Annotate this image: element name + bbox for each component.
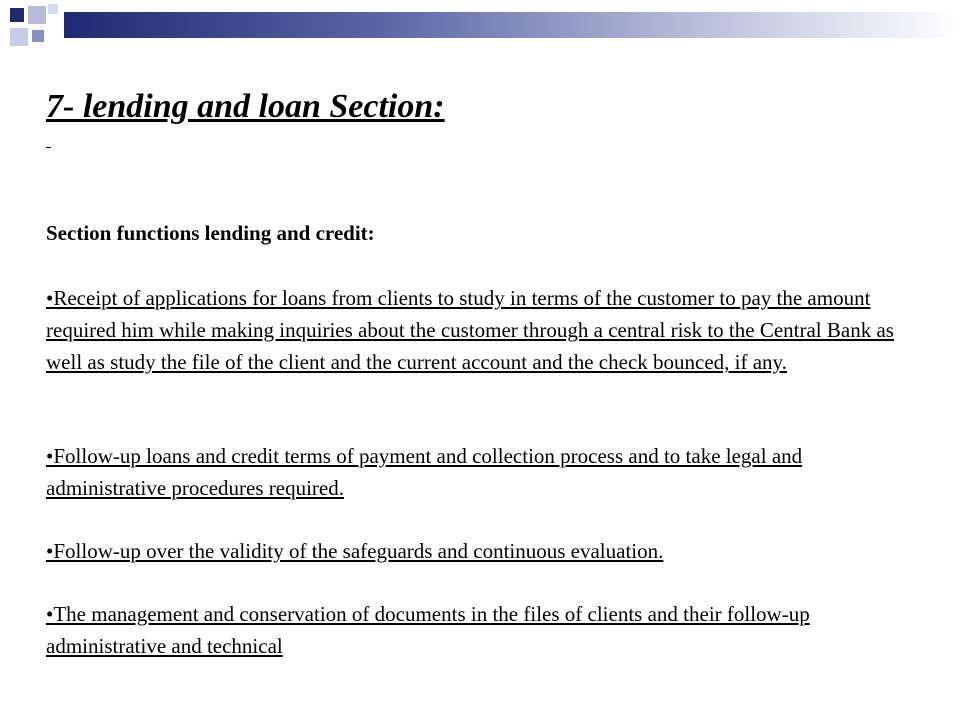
bullet-item [46, 598, 926, 662]
bullet-mark: • [46, 539, 54, 563]
header-decoration [0, 0, 960, 60]
bullet-text: The management and conservation of documents in the files of clients and their follow-up administrative and technical [46, 602, 810, 658]
bullet-mark: • [46, 286, 54, 310]
title-underline-fragment [46, 146, 51, 148]
deco-square-light [28, 6, 46, 24]
bullet-item [46, 282, 926, 378]
deco-square-pale [10, 28, 28, 46]
deco-square-dark [10, 8, 24, 22]
bullet-item [46, 535, 926, 567]
slide-title: 7- lending and loan Section: [46, 88, 445, 125]
deco-square-mid [32, 30, 44, 42]
bullet-mark: • [46, 444, 54, 468]
bullet-mark: • [46, 602, 54, 626]
bullet-text: Follow-up over the validity of the safeguards and continuous evaluation. [53, 539, 664, 563]
bullet-text: Follow-up loans and credit terms of payment and collection process and to take legal and administrative procedures required. [46, 444, 803, 500]
bullet-item [46, 440, 926, 504]
header-gradient-bar [64, 12, 960, 38]
deco-square-small [48, 4, 58, 14]
section-heading: Section functions lending and credit: [46, 221, 375, 245]
bullet-text: Receipt of applications for loans from clients to study in terms of the customer to pay the amount required him while making inquiries about the customer through a central risk to the Central Bank as well as study the file of the client and the current account and the check bounced, if any. [46, 286, 894, 374]
